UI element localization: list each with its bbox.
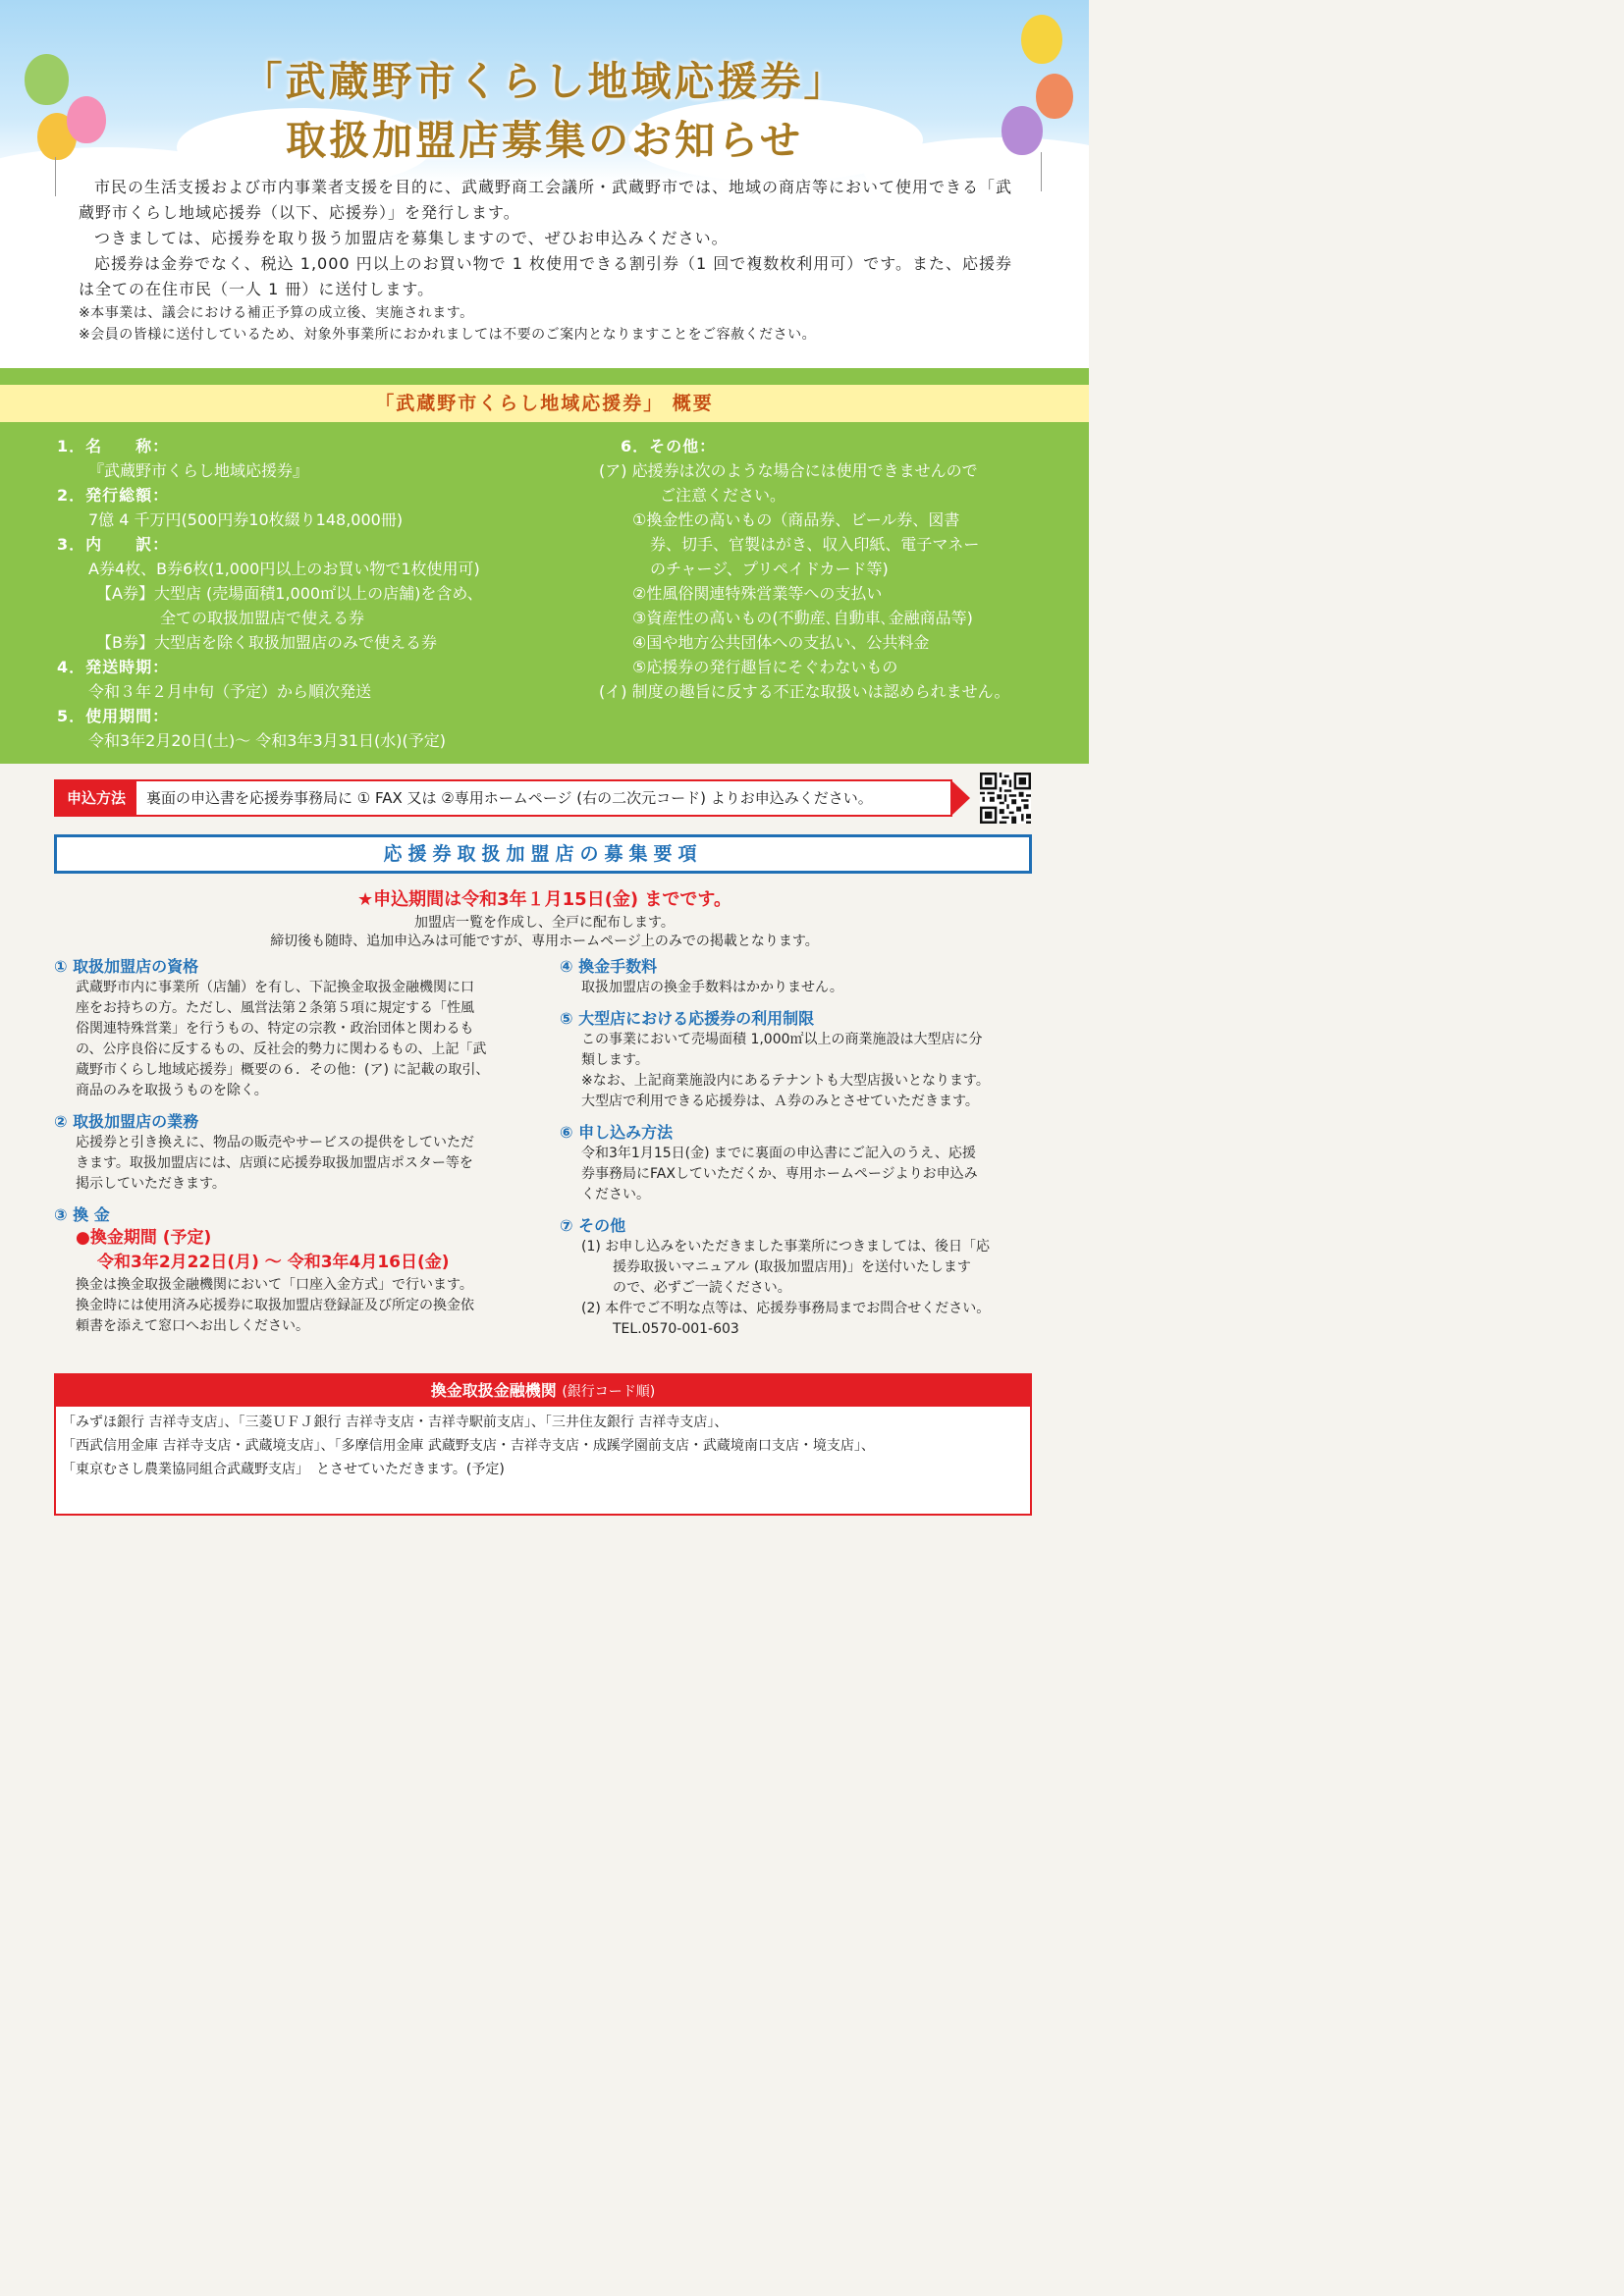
apply-method-label: 申込方法 <box>56 781 136 815</box>
section-text: 取扱加盟店の換金手数料はかかりません。 <box>581 980 843 995</box>
banks-line: 「東京むさし農業協同組合武蔵野支店」 とさせていただきます。(予定) <box>62 1462 505 1477</box>
overview-text: 令和3年2月20日(土)～ 令和3年3月31日(水)(予定) <box>88 731 446 750</box>
overview-text: 全ての取扱加盟店で使える券 <box>160 609 365 627</box>
section-text: ください。 <box>581 1187 650 1202</box>
overview-list-item: ③資産性の高いもの(不動産､自動車､金融商品等) <box>632 609 973 627</box>
banks-box <box>54 1373 1032 1516</box>
overview-list-item: のチャージ、プリペイドカード等) <box>650 560 889 578</box>
section-heading: ④ 換金手数料 <box>560 957 658 976</box>
overview-list-item: ②性風俗関連特殊営業等への支払い <box>632 584 883 603</box>
exchange-period: 令和3年2月22日(月) ～ 令和3年4月16日(金) <box>97 1253 450 1272</box>
overview-heading: 3．内 訳： <box>57 535 170 554</box>
overview-heading: 2．発行総額： <box>57 486 170 505</box>
overview-list-item: ④国や地方公共団体への支払い、公共料金 <box>632 633 930 652</box>
apply-method-text: 裏面の申込書を応援券事務局に ① FAX 又は ②専用ホームページ (右の二次元コード) よりお申込みください。 <box>146 789 873 807</box>
overview-text: ご注意ください。 <box>660 486 786 505</box>
intro-paragraph: つきましては、応援券を取り扱う加盟店を募集しますので、ぜひお申込みください。 <box>94 229 729 247</box>
overview-title: 「武蔵野市くらし地域応援券」 概要 <box>0 385 1089 422</box>
apply-method-box <box>54 779 952 817</box>
section-text: (2) 本件でご不明な点等は、応援券事務局までお問合せください。 <box>581 1301 991 1316</box>
recruit-title: 応援券取扱加盟店の募集要項 <box>54 834 1032 874</box>
overview-text: (イ) 制度の趣旨に反する不正な取扱いは認められません。 <box>599 682 1010 701</box>
overview-heading: 1．名 称： <box>57 437 170 455</box>
overview-right-column <box>599 434 1060 704</box>
overview-text: (ア) 応援券は次のような場合には使用できませんので <box>599 461 978 480</box>
recruit-left-column <box>54 956 545 1337</box>
section-text: 商品のみを取扱うものを除く。 <box>76 1083 268 1098</box>
main-title-line1: 「武蔵野市くらし地域応援券」 <box>242 58 847 105</box>
section-heading: ② 取扱加盟店の業務 <box>54 1112 199 1131</box>
section-text: 令和3年1月15日(金) までに裏面の申込書にご記入のうえ、応援 <box>581 1146 976 1161</box>
section-text: 券事務局にFAXしていただくか、専用ホームページよりお申込み <box>581 1166 978 1182</box>
section-text: 換金時には使用済み応援券に取扱加盟店登録証及び所定の換金依 <box>76 1298 474 1313</box>
overview-text: A券4枚、B券6枚(1,000円以上のお買い物で1枚使用可) <box>88 560 480 578</box>
section-text: 俗関連特殊営業」を行うもの、特定の宗教・政治団体と関わるも <box>76 1021 474 1037</box>
main-title-line2: 取扱加盟店募集のお知らせ <box>286 117 803 164</box>
banks-title-note: (銀行コード順) <box>562 1384 656 1400</box>
section-text: 頼書を添えて窓口へお出しください。 <box>76 1318 309 1334</box>
exchange-period-label: ●換金期間 (予定) <box>76 1228 212 1248</box>
overview-heading: 6．その他： <box>621 437 717 455</box>
overview-list-item: ①換金性の高いもの（商品券、ビール券、図書 <box>632 510 960 529</box>
intro-text <box>79 175 1021 346</box>
intro-note: ※会員の皆様に送付しているため、対象外事業所におかれましては不要のご案内となりますことをご容赦ください。 <box>79 327 817 343</box>
section-text: 掲示していただきます。 <box>76 1176 226 1192</box>
section-text: (1) お申し込みをいただきました事業所につきましては、後日「応 <box>581 1239 990 1255</box>
banks-title-text: 換金取扱金融機関 <box>430 1381 557 1400</box>
section-heading: ⑥ 申し込み方法 <box>560 1123 674 1142</box>
overview-list-item: 券、切手、官製はがき、収入印紙、電子マネー <box>650 535 980 554</box>
section-heading: ⑦ その他 <box>560 1216 626 1235</box>
section-text: 座をお持ちの方。ただし、風営法第２条第５項に規定する「性風 <box>76 1000 474 1016</box>
qr-code[interactable] <box>980 773 1031 824</box>
overview-text: 7億 4 千万円(500円券10枚綴り148,000冊) <box>88 510 404 529</box>
section-text: ので、必ずご一読ください。 <box>613 1280 791 1296</box>
overview-list-item: ⑤応援券の発行趣旨にそぐわないもの <box>632 658 898 676</box>
overview-text: 令和３年２月中旬（予定）から順次発送 <box>88 682 372 701</box>
section-text: 大型店で利用できる応援券は、Ａ券のみとさせていただきます。 <box>581 1094 979 1109</box>
recruit-subtext: 加盟店一覧を作成し、全戸に配布します。 <box>414 915 675 931</box>
recruit-right-column <box>560 956 1041 1340</box>
banks-line: 「みずほ銀行 吉祥寺支店」、「三菱ＵＦＪ銀行 吉祥寺支店・吉祥寺駅前支店」、「三井住友銀行 吉祥寺支店」、 <box>62 1415 729 1430</box>
intro-note: ※本事業は、議会における補正予算の成立後、実施されます。 <box>79 305 474 321</box>
banks-title <box>56 1375 1030 1407</box>
section-heading: ① 取扱加盟店の資格 <box>54 957 199 976</box>
section-text: ※なお、上記商業施設内にあるテナントも大型店扱いとなります。 <box>581 1073 990 1089</box>
overview-text: 【B券】大型店を除く取扱加盟店のみで使える券 <box>96 633 437 652</box>
overview-text: 【A券】大型店 (売場面積1,000㎡以上の店舗)を含め、 <box>96 584 483 603</box>
section-text: 援券取扱いマニュアル (取扱加盟店用)」を送付いたします <box>613 1259 971 1275</box>
intro-paragraph: 応援券は金券でなく、税込 1,000 円以上のお買い物で 1 枚使用できる割引券（1 回で複数枚利用可）です。また、応援券は全ての在住市民（一人 1 冊）に送付します。 <box>79 254 1012 298</box>
section-text: きます。取扱加盟店には、店頭に応援券取扱加盟店ポスター等を <box>76 1155 473 1171</box>
deadline-text: ★申込期間は令和3年１月15日(金) までです。 <box>357 889 731 910</box>
overview-heading: 5．使用期間： <box>57 707 170 725</box>
intro-paragraph: 市民の生活支援および市内事業者支援を目的に、武蔵野商工会議所・武蔵野市では、地域の商店等において使用できる「武蔵野市くらし地域応援券（以下、応援券）」を発行します。 <box>79 178 1013 222</box>
section-heading: ③ 換 金 <box>54 1205 110 1224</box>
overview-left-column <box>57 434 568 753</box>
section-text: 応援券と引き換えに、物品の販売やサービスの提供をしていただ <box>76 1135 474 1150</box>
arrow-right-icon <box>952 781 970 815</box>
section-text: 類します。 <box>581 1052 649 1068</box>
overview-heading: 4．発送時期： <box>57 658 170 676</box>
section-text: この事業において売場面積 1,000㎡以上の商業施設は大型店に分 <box>581 1032 983 1047</box>
section-text: 武蔵野市内に事業所（店舗）を有し、下記換金取扱金融機関に口 <box>76 980 474 995</box>
banks-list <box>56 1407 1030 1485</box>
contact-phone: TEL.0570-001-603 <box>613 1321 739 1337</box>
recruit-subtext: 締切後も随時、追加申込みは可能ですが、専用ホームページ上のみでの掲載となります。 <box>270 934 819 949</box>
banks-line: 「西武信用金庫 吉祥寺支店・武蔵境支店」、「多摩信用金庫 武蔵野支店・吉祥寺支店・成蹊学園前支店・武蔵境南口支店・境支店」、 <box>62 1438 875 1454</box>
section-heading: ⑤ 大型店における応援券の利用制限 <box>560 1009 815 1028</box>
section-text: 換金は換金取扱金融機関において「口座入金方式」で行います。 <box>76 1277 473 1293</box>
section-text: 蔵野市くらし地域応援券」概要の６．その他：(ア) に記載の取引、 <box>76 1062 490 1078</box>
flyer-page <box>0 0 1089 1539</box>
overview-text: 『武蔵野市くらし地域応援券』 <box>88 461 309 480</box>
section-text: の、公序良俗に反するもの、反社会的勢力に関わるもの、上記「武 <box>76 1041 487 1057</box>
